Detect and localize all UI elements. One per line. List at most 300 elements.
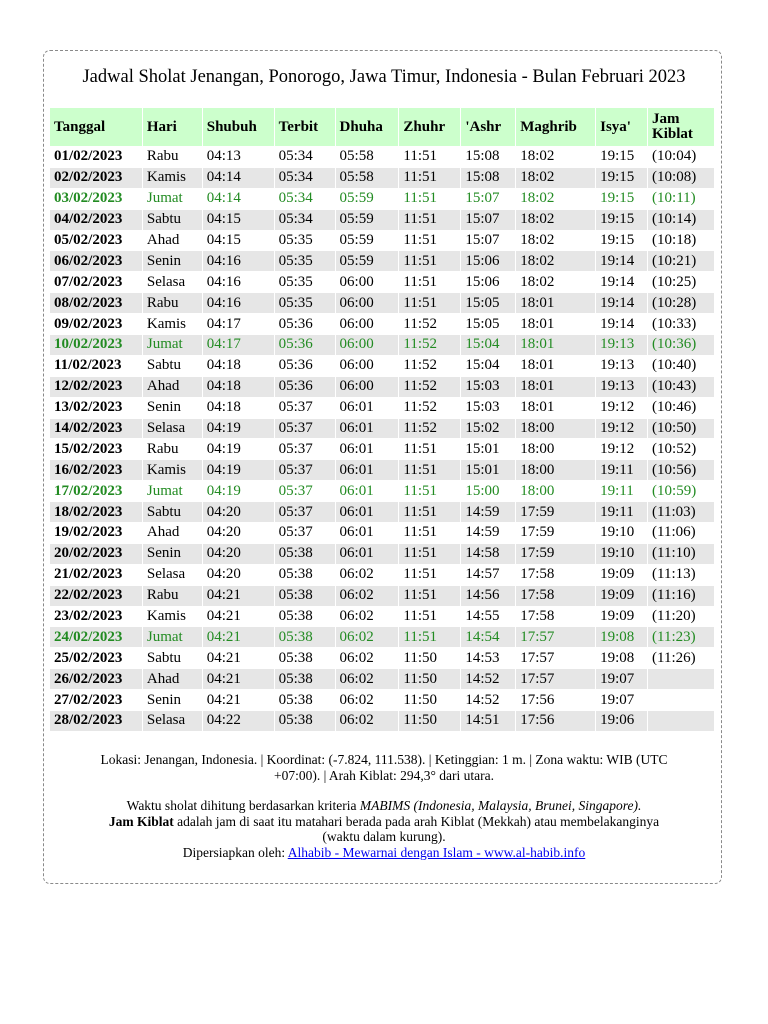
cell-maghrib: 17:58 [516, 565, 595, 585]
cell-maghrib: 17:57 [516, 648, 595, 668]
cell-maghrib: 18:02 [516, 168, 595, 188]
cell-ashr: 14:52 [461, 690, 515, 710]
cell-terbit: 05:34 [275, 147, 335, 167]
cell-shubuh: 04:20 [203, 565, 274, 585]
cell-shubuh: 04:20 [203, 544, 274, 564]
cell-date: 09/02/2023 [50, 314, 142, 334]
cell-dhuha: 06:00 [336, 335, 399, 355]
cell-date: 13/02/2023 [50, 398, 142, 418]
cell-ashr: 15:04 [461, 335, 515, 355]
cell-day: Ahad [143, 231, 202, 251]
kiblat-term: Jam Kiblat [108, 813, 174, 829]
cell-shubuh: 04:21 [203, 648, 274, 668]
cell-date: 07/02/2023 [50, 272, 142, 292]
cell-ashr: 14:59 [461, 502, 515, 522]
cell-jam-kiblat [648, 669, 714, 689]
cell-ashr: 15:04 [461, 356, 515, 376]
table-row [50, 460, 714, 480]
cell-dhuha: 06:02 [336, 711, 399, 731]
table-row [50, 586, 714, 606]
cell-shubuh: 04:19 [203, 481, 274, 501]
cell-terbit: 05:36 [275, 335, 335, 355]
table-row [50, 377, 714, 397]
cell-zhuhr: 11:51 [399, 607, 460, 627]
cell-jam-kiblat: (10:14) [648, 210, 714, 230]
cell-zhuhr: 11:52 [399, 314, 460, 334]
cell-jam-kiblat: (10:08) [648, 168, 714, 188]
cell-day: Sabtu [143, 502, 202, 522]
table-row [50, 398, 714, 418]
table-row [50, 523, 714, 543]
cell-date: 11/02/2023 [50, 356, 142, 376]
cell-dhuha: 06:00 [336, 293, 399, 313]
cell-ashr: 14:52 [461, 669, 515, 689]
cell-zhuhr: 11:51 [399, 168, 460, 188]
cell-day: Rabu [143, 293, 202, 313]
cell-date: 15/02/2023 [50, 439, 142, 459]
cell-date: 12/02/2023 [50, 377, 142, 397]
cell-isya: 19:14 [596, 272, 647, 292]
cell-isya: 19:15 [596, 231, 647, 251]
cell-date: 10/02/2023 [50, 335, 142, 355]
cell-date: 22/02/2023 [50, 586, 142, 606]
cell-day: Kamis [143, 607, 202, 627]
column-header-ashr: 'Ashr [461, 108, 515, 146]
cell-dhuha: 06:02 [336, 690, 399, 710]
cell-maghrib: 17:59 [516, 523, 595, 543]
cell-ashr: 14:59 [461, 523, 515, 543]
cell-day: Ahad [143, 523, 202, 543]
table-row [50, 648, 714, 668]
cell-zhuhr: 11:51 [399, 481, 460, 501]
cell-isya: 19:15 [596, 147, 647, 167]
cell-isya: 19:15 [596, 168, 647, 188]
cell-maghrib: 18:01 [516, 356, 595, 376]
cell-maghrib: 17:59 [516, 544, 595, 564]
cell-dhuha: 06:02 [336, 648, 399, 668]
cell-zhuhr: 11:51 [399, 231, 460, 251]
cell-maghrib: 18:02 [516, 251, 595, 271]
cell-date: 03/02/2023 [50, 189, 142, 209]
cell-isya: 19:15 [596, 189, 647, 209]
cell-dhuha: 05:59 [336, 189, 399, 209]
cell-jam-kiblat: (10:56) [648, 460, 714, 480]
cell-zhuhr: 11:51 [399, 251, 460, 271]
cell-maghrib: 17:58 [516, 607, 595, 627]
cell-terbit: 05:37 [275, 523, 335, 543]
cell-dhuha: 06:01 [336, 419, 399, 439]
cell-day: Jumat [143, 627, 202, 647]
cell-zhuhr: 11:51 [399, 272, 460, 292]
cell-jam-kiblat [648, 711, 714, 731]
cell-isya: 19:07 [596, 669, 647, 689]
cell-ashr: 15:03 [461, 377, 515, 397]
cell-maghrib: 18:01 [516, 314, 595, 334]
cell-dhuha: 06:00 [336, 314, 399, 334]
table-row [50, 502, 714, 522]
cell-shubuh: 04:19 [203, 419, 274, 439]
source-link[interactable]: Alhabib - Mewarnai dengan Islam - www.al-habib.info [287, 844, 586, 860]
cell-date: 05/02/2023 [50, 231, 142, 251]
cell-dhuha: 06:02 [336, 565, 399, 585]
prepared-by-line [90, 845, 678, 861]
cell-dhuha: 06:02 [336, 607, 399, 627]
cell-dhuha: 05:58 [336, 168, 399, 188]
cell-date: 24/02/2023 [50, 627, 142, 647]
table-row [50, 189, 714, 209]
cell-zhuhr: 11:50 [399, 711, 460, 731]
cell-terbit: 05:35 [275, 272, 335, 292]
cell-date: 21/02/2023 [50, 565, 142, 585]
cell-zhuhr: 11:51 [399, 523, 460, 543]
cell-ashr: 15:07 [461, 189, 515, 209]
cell-terbit: 05:38 [275, 565, 335, 585]
kiblat-explanation [90, 814, 678, 845]
cell-zhuhr: 11:52 [399, 335, 460, 355]
cell-maghrib: 17:57 [516, 669, 595, 689]
cell-jam-kiblat: (10:18) [648, 231, 714, 251]
table-row [50, 627, 714, 647]
cell-shubuh: 04:17 [203, 314, 274, 334]
cell-zhuhr: 11:51 [399, 189, 460, 209]
cell-shubuh: 04:21 [203, 669, 274, 689]
cell-maghrib: 18:00 [516, 419, 595, 439]
cell-ashr: 15:07 [461, 231, 515, 251]
table-row [50, 669, 714, 689]
cell-maghrib: 17:56 [516, 690, 595, 710]
table-header-row [50, 108, 714, 146]
cell-day: Kamis [143, 314, 202, 334]
cell-jam-kiblat: (10:21) [648, 251, 714, 271]
cell-zhuhr: 11:51 [399, 586, 460, 606]
cell-date: 14/02/2023 [50, 419, 142, 439]
cell-ashr: 15:02 [461, 419, 515, 439]
cell-zhuhr: 11:51 [399, 439, 460, 459]
cell-isya: 19:12 [596, 398, 647, 418]
cell-maghrib: 18:02 [516, 210, 595, 230]
cell-dhuha: 05:59 [336, 210, 399, 230]
cell-dhuha: 05:58 [336, 147, 399, 167]
criteria-line [90, 798, 678, 814]
criteria-name: MABIMS (Indonesia, Malaysia, Brunei, Singapore). [359, 798, 642, 813]
cell-jam-kiblat: (11:03) [648, 502, 714, 522]
cell-isya: 19:14 [596, 251, 647, 271]
cell-jam-kiblat: (10:50) [648, 419, 714, 439]
cell-jam-kiblat: (11:06) [648, 523, 714, 543]
cell-day: Senin [143, 251, 202, 271]
cell-day: Selasa [143, 565, 202, 585]
cell-date: 02/02/2023 [50, 168, 142, 188]
cell-dhuha: 06:02 [336, 669, 399, 689]
cell-terbit: 05:37 [275, 398, 335, 418]
cell-isya: 19:13 [596, 377, 647, 397]
cell-terbit: 05:38 [275, 607, 335, 627]
cell-shubuh: 04:21 [203, 586, 274, 606]
column-header-shubuh: Shubuh [203, 108, 274, 146]
cell-shubuh: 04:21 [203, 627, 274, 647]
cell-shubuh: 04:19 [203, 439, 274, 459]
cell-terbit: 05:37 [275, 460, 335, 480]
cell-shubuh: 04:14 [203, 168, 274, 188]
cell-jam-kiblat: (11:13) [648, 565, 714, 585]
cell-maghrib: 18:00 [516, 460, 595, 480]
cell-date: 06/02/2023 [50, 251, 142, 271]
cell-day: Sabtu [143, 210, 202, 230]
column-header-jam-kiblat: Jam Kiblat [648, 108, 714, 146]
cell-day: Ahad [143, 377, 202, 397]
cell-ashr: 15:05 [461, 293, 515, 313]
cell-date: 25/02/2023 [50, 648, 142, 668]
cell-ashr: 14:51 [461, 711, 515, 731]
cell-day: Senin [143, 690, 202, 710]
cell-dhuha: 05:59 [336, 231, 399, 251]
cell-zhuhr: 11:52 [399, 356, 460, 376]
table-row [50, 544, 714, 564]
cell-dhuha: 06:00 [336, 272, 399, 292]
cell-date: 04/02/2023 [50, 210, 142, 230]
cell-ashr: 14:55 [461, 607, 515, 627]
cell-isya: 19:14 [596, 293, 647, 313]
cell-date: 27/02/2023 [50, 690, 142, 710]
cell-dhuha: 06:00 [336, 377, 399, 397]
cell-isya: 19:11 [596, 481, 647, 501]
cell-day: Rabu [143, 439, 202, 459]
table-row [50, 293, 714, 313]
cell-terbit: 05:37 [275, 439, 335, 459]
table-row [50, 690, 714, 710]
cell-shubuh: 04:16 [203, 251, 274, 271]
cell-jam-kiblat: (10:33) [648, 314, 714, 334]
table-row [50, 231, 714, 251]
cell-terbit: 05:37 [275, 502, 335, 522]
cell-jam-kiblat: (10:52) [648, 439, 714, 459]
cell-jam-kiblat: (10:59) [648, 481, 714, 501]
cell-terbit: 05:38 [275, 544, 335, 564]
cell-date: 26/02/2023 [50, 669, 142, 689]
cell-dhuha: 05:59 [336, 251, 399, 271]
cell-ashr: 15:03 [461, 398, 515, 418]
cell-day: Ahad [143, 669, 202, 689]
cell-day: Selasa [143, 419, 202, 439]
cell-jam-kiblat: (10:25) [648, 272, 714, 292]
table-row [50, 711, 714, 731]
cell-zhuhr: 11:52 [399, 398, 460, 418]
cell-shubuh: 04:16 [203, 293, 274, 313]
cell-dhuha: 06:01 [336, 544, 399, 564]
cell-jam-kiblat: (11:10) [648, 544, 714, 564]
cell-zhuhr: 11:51 [399, 565, 460, 585]
table-row [50, 565, 714, 585]
cell-terbit: 05:38 [275, 690, 335, 710]
table-row [50, 439, 714, 459]
cell-terbit: 05:36 [275, 356, 335, 376]
cell-maghrib: 17:57 [516, 627, 595, 647]
cell-jam-kiblat: (10:28) [648, 293, 714, 313]
cell-date: 28/02/2023 [50, 711, 142, 731]
cell-date: 19/02/2023 [50, 523, 142, 543]
cell-dhuha: 06:01 [336, 460, 399, 480]
cell-terbit: 05:35 [275, 293, 335, 313]
cell-isya: 19:09 [596, 586, 647, 606]
cell-dhuha: 06:00 [336, 356, 399, 376]
cell-terbit: 05:38 [275, 627, 335, 647]
cell-jam-kiblat: (10:46) [648, 398, 714, 418]
cell-terbit: 05:36 [275, 377, 335, 397]
cell-jam-kiblat: (11:23) [648, 627, 714, 647]
table-row [50, 481, 714, 501]
cell-date: 16/02/2023 [50, 460, 142, 480]
cell-jam-kiblat: (11:20) [648, 607, 714, 627]
cell-zhuhr: 11:51 [399, 502, 460, 522]
criteria-prefix: Waktu sholat dihitung berdasarkan kriteria [126, 798, 360, 813]
cell-day: Rabu [143, 147, 202, 167]
cell-terbit: 05:35 [275, 251, 335, 271]
cell-maghrib: 17:59 [516, 502, 595, 522]
column-header-hari: Hari [143, 108, 202, 146]
cell-zhuhr: 11:51 [399, 627, 460, 647]
cell-day: Kamis [143, 460, 202, 480]
cell-dhuha: 06:01 [336, 481, 399, 501]
cell-isya: 19:11 [596, 460, 647, 480]
cell-shubuh: 04:18 [203, 377, 274, 397]
cell-ashr: 15:06 [461, 272, 515, 292]
cell-dhuha: 06:01 [336, 523, 399, 543]
cell-isya: 19:13 [596, 335, 647, 355]
cell-maghrib: 18:00 [516, 439, 595, 459]
cell-shubuh: 04:14 [203, 189, 274, 209]
prepared-prefix: Dipersiapkan oleh: [182, 844, 288, 860]
kiblat-description: adalah jam di saat itu matahari berada pada arah Kiblat (Mekkah) atau membelakanginya (waktu dalam kurung). [173, 813, 660, 844]
cell-terbit: 05:36 [275, 314, 335, 334]
cell-ashr: 14:54 [461, 627, 515, 647]
cell-isya: 19:10 [596, 544, 647, 564]
table-row [50, 272, 714, 292]
table-row [50, 335, 714, 355]
cell-jam-kiblat: (10:43) [648, 377, 714, 397]
cell-ashr: 15:05 [461, 314, 515, 334]
cell-terbit: 05:37 [275, 481, 335, 501]
cell-jam-kiblat: (10:11) [648, 189, 714, 209]
cell-date: 08/02/2023 [50, 293, 142, 313]
column-header-tanggal: Tanggal [50, 108, 142, 146]
cell-shubuh: 04:18 [203, 356, 274, 376]
cell-isya: 19:10 [596, 523, 647, 543]
cell-isya: 19:12 [596, 439, 647, 459]
cell-date: 23/02/2023 [50, 607, 142, 627]
location-note: Lokasi: Jenangan, Indonesia. | Koordinat: (-7.824, 111.538). | Ketinggian: 1 m. | Zona waktu: WIB (UTC +07:00). | Arah Kiblat: 294,3° dari utara. [100, 752, 668, 783]
cell-maghrib: 18:02 [516, 272, 595, 292]
cell-zhuhr: 11:51 [399, 293, 460, 313]
cell-date: 20/02/2023 [50, 544, 142, 564]
cell-ashr: 15:00 [461, 481, 515, 501]
cell-maghrib: 18:01 [516, 335, 595, 355]
cell-maghrib: 18:00 [516, 481, 595, 501]
cell-shubuh: 04:15 [203, 231, 274, 251]
column-header-zhuhr: Zhuhr [399, 108, 460, 146]
cell-ashr: 14:58 [461, 544, 515, 564]
cell-isya: 19:08 [596, 648, 647, 668]
column-header-maghrib: Maghrib [516, 108, 595, 146]
table-row [50, 210, 714, 230]
cell-ashr: 15:07 [461, 210, 515, 230]
cell-ashr: 15:01 [461, 439, 515, 459]
cell-day: Jumat [143, 481, 202, 501]
cell-maghrib: 18:01 [516, 377, 595, 397]
cell-day: Senin [143, 398, 202, 418]
cell-isya: 19:11 [596, 502, 647, 522]
cell-terbit: 05:38 [275, 586, 335, 606]
table-row [50, 314, 714, 334]
cell-shubuh: 04:17 [203, 335, 274, 355]
cell-isya: 19:13 [596, 356, 647, 376]
cell-isya: 19:12 [596, 419, 647, 439]
cell-maghrib: 17:56 [516, 711, 595, 731]
cell-zhuhr: 11:50 [399, 648, 460, 668]
cell-ashr: 15:08 [461, 147, 515, 167]
page-title: Jadwal Sholat Jenangan, Ponorogo, Jawa Timur, Indonesia - Bulan Februari 2023 [82, 67, 686, 87]
cell-shubuh: 04:20 [203, 502, 274, 522]
cell-shubuh: 04:18 [203, 398, 274, 418]
cell-day: Senin [143, 544, 202, 564]
cell-maghrib: 18:01 [516, 398, 595, 418]
column-header-dhuha: Dhuha [336, 108, 399, 146]
cell-shubuh: 04:13 [203, 147, 274, 167]
cell-shubuh: 04:20 [203, 523, 274, 543]
cell-maghrib: 17:58 [516, 586, 595, 606]
cell-maghrib: 18:02 [516, 189, 595, 209]
cell-zhuhr: 11:51 [399, 210, 460, 230]
cell-ashr: 14:53 [461, 648, 515, 668]
cell-jam-kiblat [648, 690, 714, 710]
cell-maghrib: 18:02 [516, 147, 595, 167]
cell-jam-kiblat: (11:16) [648, 586, 714, 606]
column-header-terbit: Terbit [275, 108, 335, 146]
cell-isya: 19:08 [596, 627, 647, 647]
cell-ashr: 15:01 [461, 460, 515, 480]
cell-dhuha: 06:02 [336, 627, 399, 647]
table-row [50, 251, 714, 271]
cell-terbit: 05:35 [275, 231, 335, 251]
cell-terbit: 05:37 [275, 419, 335, 439]
cell-jam-kiblat: (10:36) [648, 335, 714, 355]
cell-zhuhr: 11:52 [399, 377, 460, 397]
cell-day: Sabtu [143, 356, 202, 376]
cell-date: 01/02/2023 [50, 147, 142, 167]
cell-shubuh: 04:21 [203, 690, 274, 710]
table-row [50, 607, 714, 627]
cell-ashr: 15:08 [461, 168, 515, 188]
cell-maghrib: 18:02 [516, 231, 595, 251]
cell-ashr: 15:06 [461, 251, 515, 271]
cell-day: Rabu [143, 586, 202, 606]
cell-zhuhr: 11:50 [399, 669, 460, 689]
cell-isya: 19:14 [596, 314, 647, 334]
cell-isya: 19:09 [596, 607, 647, 627]
table-row [50, 147, 714, 167]
cell-day: Jumat [143, 335, 202, 355]
cell-shubuh: 04:21 [203, 607, 274, 627]
cell-zhuhr: 11:51 [399, 147, 460, 167]
cell-terbit: 05:38 [275, 711, 335, 731]
cell-jam-kiblat: (10:40) [648, 356, 714, 376]
cell-shubuh: 04:19 [203, 460, 274, 480]
cell-terbit: 05:34 [275, 189, 335, 209]
cell-isya: 19:07 [596, 690, 647, 710]
cell-dhuha: 06:01 [336, 398, 399, 418]
cell-date: 18/02/2023 [50, 502, 142, 522]
cell-zhuhr: 11:51 [399, 544, 460, 564]
cell-day: Selasa [143, 272, 202, 292]
